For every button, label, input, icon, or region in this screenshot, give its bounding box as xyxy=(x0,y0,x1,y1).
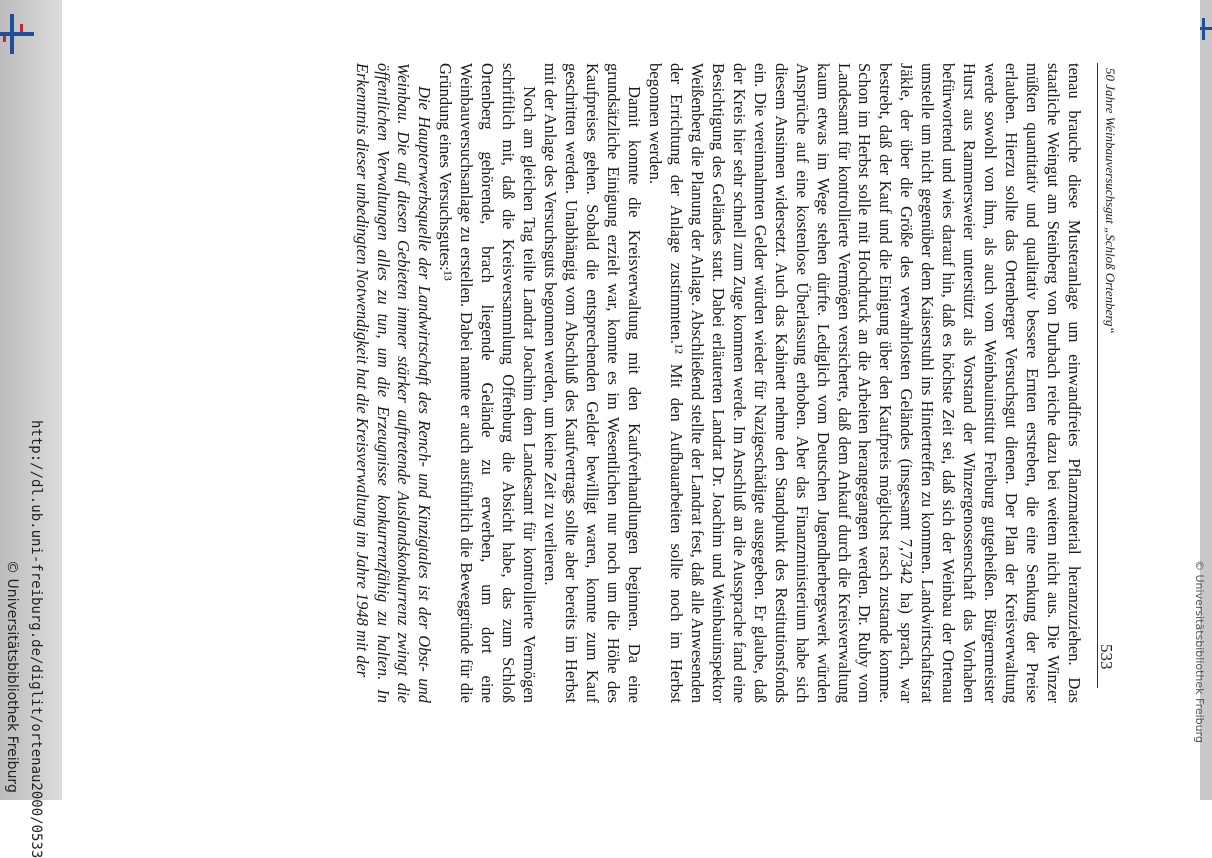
copyright-watermark: © Universitätsbibliothek Freiburg xyxy=(4,560,20,793)
paragraph: Damit konnte die Kreisverwaltung mit den Kaufverhandlungen beginnen. Da eine grundsätzliche Einigung erzielt war, konnte es im Wesentlichen nur noch um die Höhe des Kaufpreises gehen. Sobald die entsprechenden Gelder bewilligt waren, konnte zum Kauf geschritten werden. Unabhängig vom Abschluß des Kaufvertrags sollte aber bereits im Herbst mit der Anlage des Versuchsguts begonnen werden, um keine Zeit zu verlieren. xyxy=(541,63,644,703)
right-edge-watermark: © Universitätsbibliothek Freiburg xyxy=(1193,560,1206,743)
paragraph: Noch am gleichen Tag teilte Landrat Joachim dem Landesamt für kontrollierte Vermögen schriftlich mit, daß die Kreisversammlung Offenburg die Absicht habe, das zum Schloß Ortenberg gehörende, brach liegende Gelände zu erwerben, um dort eine Weinbauversuchsanlage zu erstellen. Dabei nannte er auch ausführlich die Beweggründe für die Gründung eines Versuchsgutes:¹³ xyxy=(436,63,540,703)
body-text xyxy=(351,63,1084,703)
url-watermark: http://dl.ub.uni-freiburg.de/diglit/ortenau2000/0533 xyxy=(28,420,44,858)
running-title: 50 Jahre Weinbauversuchsgut „Schloß Ortenberg“ xyxy=(1103,68,1118,334)
header-rule xyxy=(1097,63,1098,688)
library-logo-icon xyxy=(0,14,40,54)
paragraph: tenau brauche diese Musteranlage um einwandfreies Pflanzmaterial heranzuziehen. Das staatliche Weingut am Steinberg von Durbach reiche dazu bei weitem nicht aus. Die Winzer müßten quantitativ und qualitativ bessere Ernten erstreben, die eine Senkung der Preise erlauben. Hierzu sollte das Ortenberger Versuchsgut dienen. Der Plan der Kreisverwaltung werde sowohl von ihm, als auch vom Weinbauinstitut Freiburg gutgeheißen. Bürgermeister Hurst aus Rammersweier unterstützt als Vorstand der Winzergenossenschaft das Vorhaben befürwortend und wies darauf hin, daß es höchste Zeit sei, daß sich der Weinbau der Ortenau umstelle um nicht gegenüber dem Kaiserstuhl ins Hintertreffen zu kommen. Landwirtschaftsrat Jäkle, der über die Größe des verwahrlosten Geländes (insgesamt 7,7342 ha) sprach, war bestrebt, daß der Kauf und die Einigung über den Kaufpreis möglichst rasch zustande komme. Schon im Herbst solle mit Hochdruck an die Arbeiten herangegangen werden. Dr. Ruby vom Landesamt für kontrollierte Vermögen versicherte, daß dem Ankauf durch die Kreisverwaltung kaum etwas im Wege stehen dürfte. Lediglich vom Deutschen Jugendherbergswerk würden Ansprüche auf eine kostenlose Überlassung erhoben. Aber das Finanzministerium habe sich diesem Ansinnen widersetzt. Auch das Kabinett nehme den Standpunkt des Restitutionsfonds ein. Die vereinnahmten Gelder würden wieder für Nazigeschädigte ausgegeben. Er glaube, daß der Kreis hier sehr schnell zum Zuge kommen werde. Im Anschluß an die Aussprache fand eine Besichtigung des Geländes statt. Dabei erläuterten Landrat Dr. Joachim und Weinbauinspektor Weißenberg die Planung der Anlage. Abschließend stellte der Landrat fest, daß alle Anwesenden der Errichtung der Anlage zustimmten.¹² Mit den Aufbauarbeiten sollte noch im Herbst begonnen werden. xyxy=(645,63,1084,703)
quotation: Die Haupterwerbsquelle der Landwirtschaft des Rench- und Kinzigtales ist der Obst- und Weinbau. Die auf diesen Gebieten immer stärker auftretende Auslandskonkurrenz zwingt die öffentlichen Verwaltungen alles zu tun, um die Erzeugnisse konkurrenzfähig zu halten. In Erkenntnis dieser unbedingten Notwendigkeit hat die Kreisverwaltung im Jahre 1948 mit der xyxy=(352,63,435,703)
page-number: 533 xyxy=(1097,644,1116,670)
library-logo-right-icon xyxy=(1198,18,1212,40)
